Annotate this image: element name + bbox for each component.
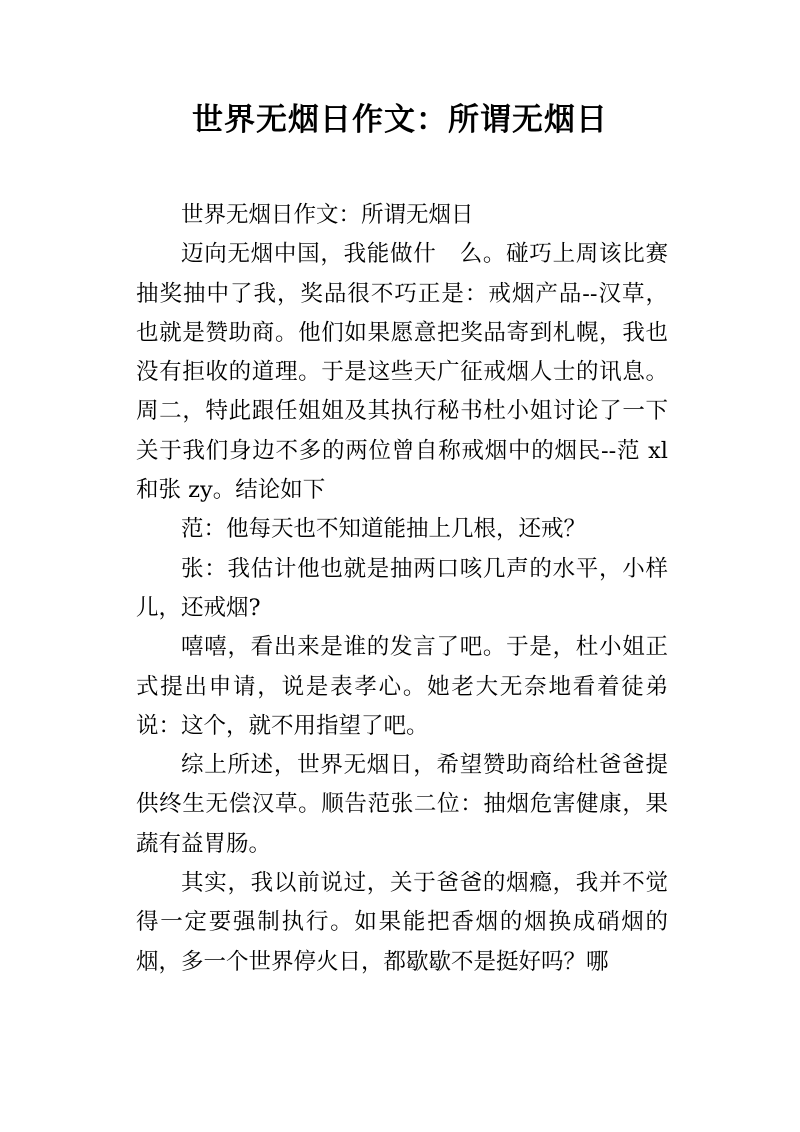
paragraph-reaction: 嘻嘻，看出来是谁的发言了吧。于是，杜小姐正式提出申请，说是表孝心。她老大无奈地看着徒弟说：这个，就不用指望了吧。 [136,634,668,739]
paragraph-subtitle: 世界无烟日作文：所谓无烟日 [181,202,474,228]
paragraph-reflection: 其实，我以前说过，关于爸爸的烟瘾，我并不觉得一定要强制执行。如果能把香烟的烟换成硝烟的烟，多一个世界停火日，都歇歇不是挺好吗？哪 [136,870,668,975]
paragraph-summary: 综上所述，世界无烟日，希望赞助商给杜爸爸提供终生无偿汉草。顺告范张二位：抽烟危害健康，果蔬有益胃肠。 [136,752,668,857]
paragraph-fan-quote: 范：他每天也不知道能抽上几根，还戒？ [181,516,587,543]
paragraph-zhang-quote: 张：我估计他也就是抽两口咳几声的水平，小样儿，还戒烟? [136,555,668,621]
document-body [136,196,668,982]
paragraph-intro: 迈向无烟中国，我能做什 么。碰巧上周该比赛抽奖抽中了我，奖品很不巧正是：戒烟产品--汉草，也就是赞助商。他们如果愿意把奖品寄到札幌，我也没有拒收的道理。于是这些天广征戒烟人士的讯息。周二，特此跟任姐姐及其执行秘书杜小姐讨论了一下关于我们身边不多的两位曾自称戒烟中的烟民--范 xl 和张 zy。结论如下 [136,241,668,504]
document-title: 世界无烟日作文：所谓无烟日 [192,102,608,138]
